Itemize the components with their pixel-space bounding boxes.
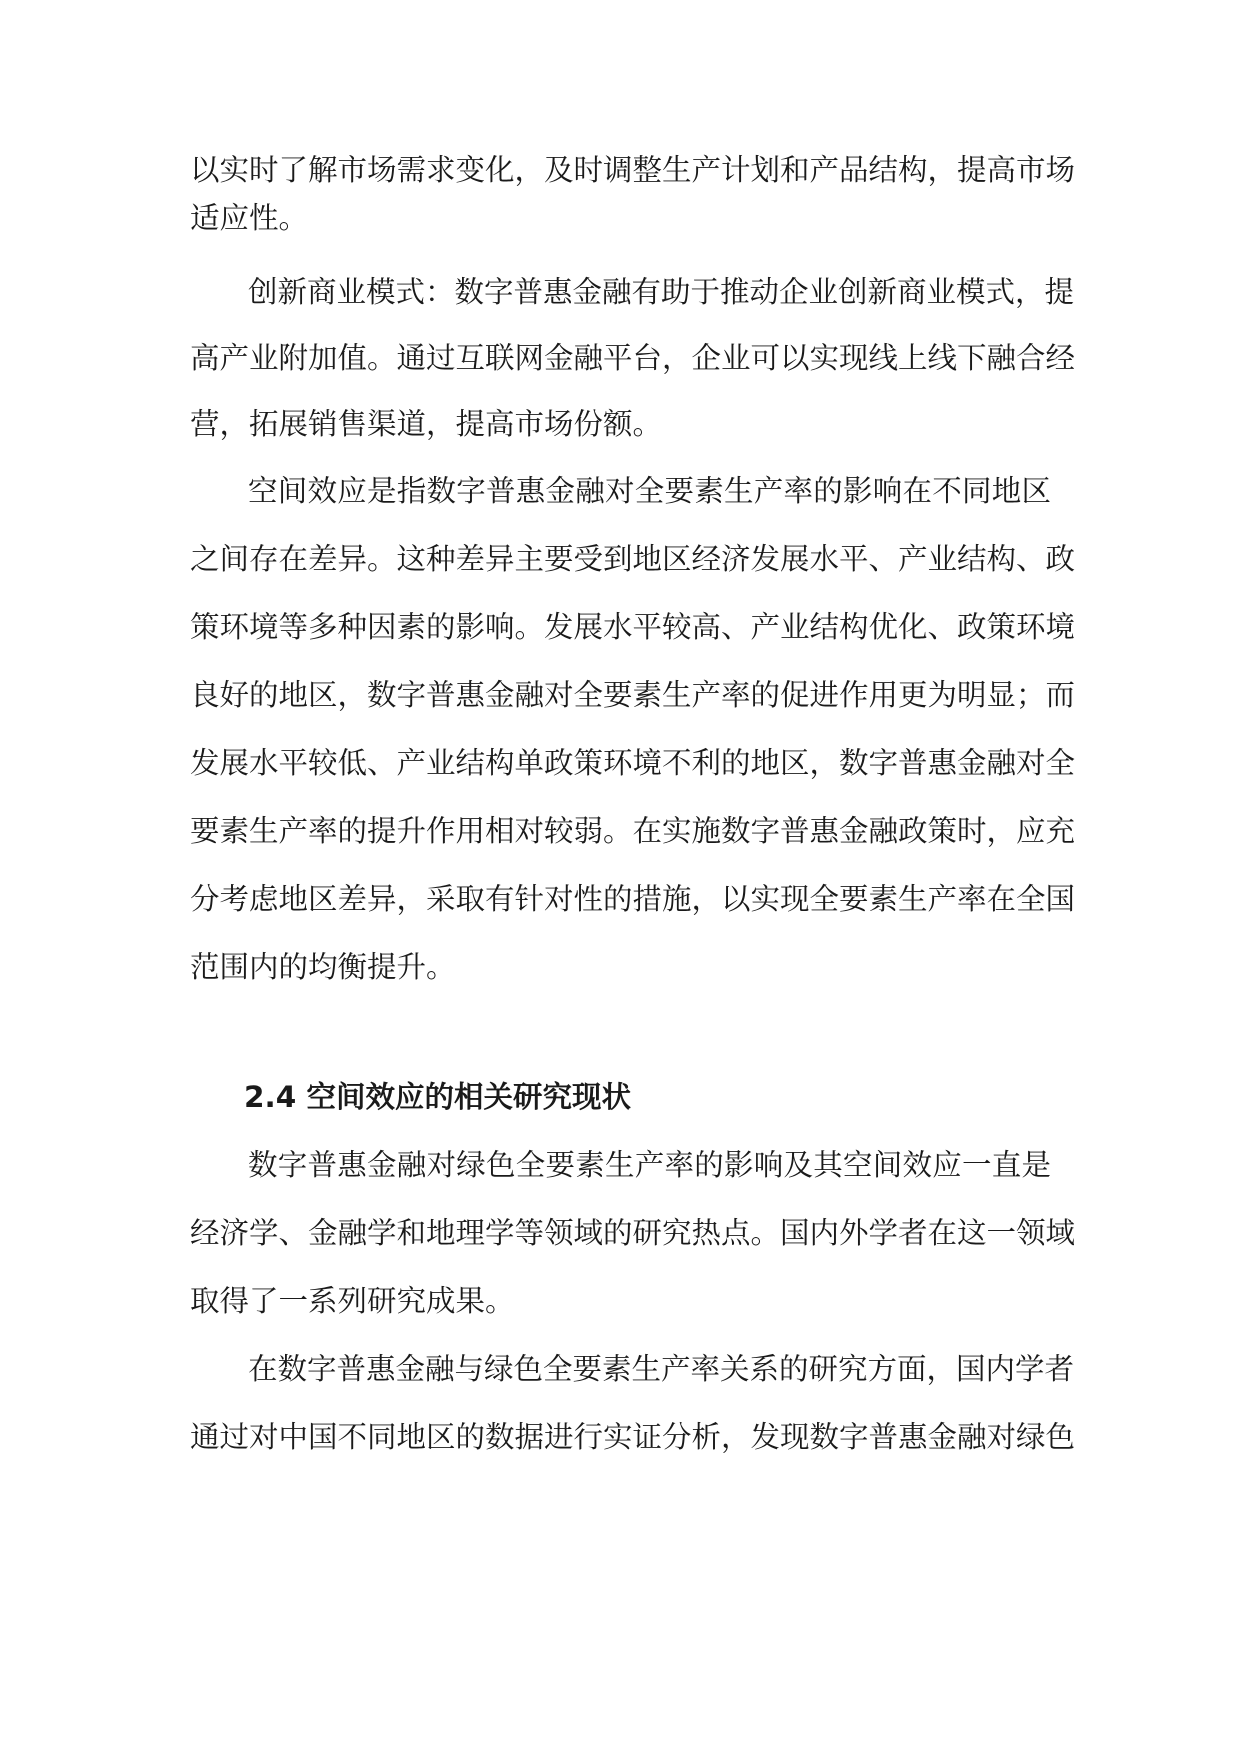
section-heading: 2.4 空间效应的相关研究现状	[244, 1080, 632, 1114]
paragraph-line: 在数字普惠金融与绿色全要素生产率关系的研究方面，国内学者	[248, 1352, 1075, 1386]
paragraph-line: 良好的地区，数字普惠金融对全要素生产率的促进作用更为明显；而	[190, 678, 1076, 712]
paragraph-line: 营，拓展销售渠道，提高市场份额。	[190, 407, 663, 441]
paragraph-line: 经济学、金融学和地理学等领域的研究热点。国内外学者在这一领域	[190, 1216, 1076, 1250]
paragraph-line: 创新商业模式：数字普惠金融有助于推动企业创新商业模式，提	[248, 275, 1075, 309]
paragraph-line: 要素生产率的提升作用相对较弱。在实施数字普惠金融政策时，应充	[190, 814, 1076, 848]
paragraph-line: 范围内的均衡提升。	[190, 950, 456, 984]
paragraph-line: 高产业附加值。通过互联网金融平台，企业可以实现线上线下融合经	[190, 341, 1076, 375]
paragraph-line: 发展水平较低、产业结构单政策环境不利的地区，数字普惠金融对全	[190, 746, 1076, 780]
paragraph-line: 取得了一系列研究成果。	[190, 1284, 515, 1318]
paragraph-line: 通过对中国不同地区的数据进行实证分析，发现数字普惠金融对绿色	[190, 1420, 1076, 1454]
paragraph-line: 分考虑地区差异，采取有针对性的措施，以实现全要素生产率在全国	[190, 882, 1076, 916]
paragraph-line: 之间存在差异。这种差异主要受到地区经济发展水平、产业结构、政	[190, 542, 1076, 576]
paragraph-line: 适应性。	[190, 201, 309, 235]
paragraph-line: 空间效应是指数字普惠金融对全要素生产率的影响在不同地区	[248, 474, 1051, 508]
paragraph-line: 策环境等多种因素的影响。发展水平较高、产业结构优化、政策环境	[190, 610, 1076, 644]
paragraph-line: 以实时了解市场需求变化，及时调整生产计划和产品结构，提高市场	[190, 153, 1076, 187]
paragraph-line: 数字普惠金融对绿色全要素生产率的影响及其空间效应一直是	[248, 1148, 1051, 1182]
